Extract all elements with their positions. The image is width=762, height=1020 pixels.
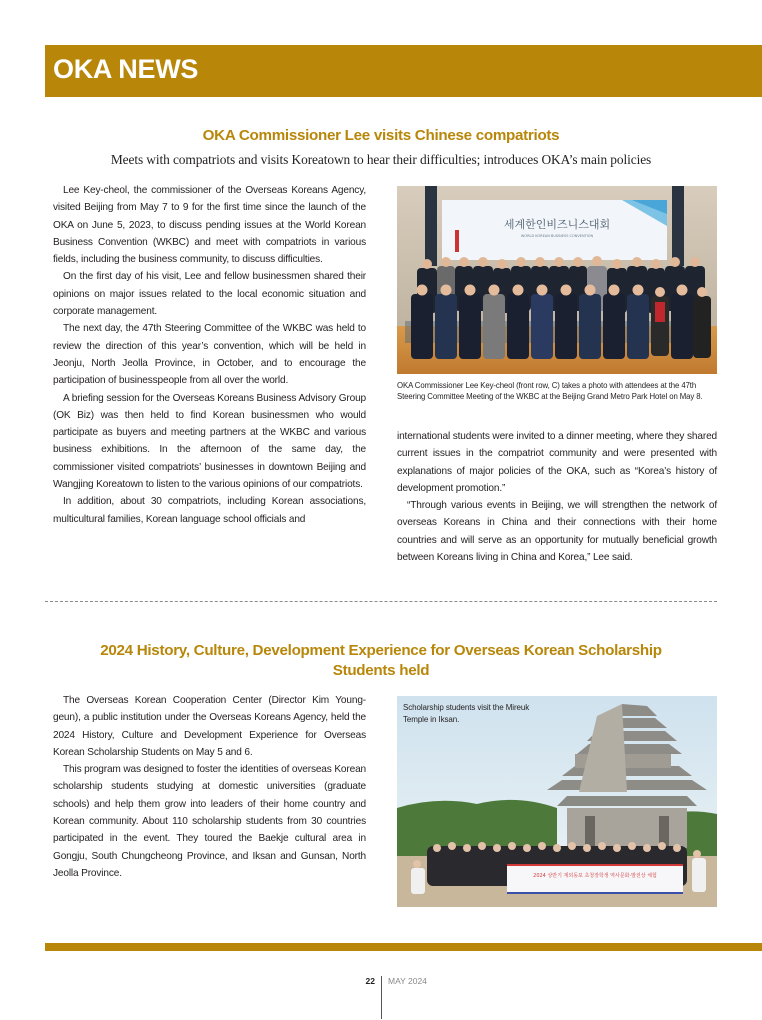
article1-subtitle: Meets with compatriots and visits Koreatown to hear their difficulties; introduces OKA’s main policies xyxy=(110,152,652,167)
article1-left-column xyxy=(53,182,366,528)
paragraph: The Overseas Korean Cooperation Center (Director Kim Young-geun), a public institution under the Overseas Koreans Agency, held the 2024 History, Culture and Development Experience for Overseas Korean Scholarship Students on May 5 and 6. xyxy=(53,695,366,758)
footer-divider xyxy=(381,976,382,1019)
issue-date: MAY 2024 xyxy=(388,976,427,986)
paragraph: In addition, about 30 compatriots, including Korean associations, multicultural families, Korean language school officials and xyxy=(53,496,366,525)
article2-title-line2: Students held xyxy=(332,662,430,679)
article1-title: OKA Commissioner Lee visits Chinese compatriots xyxy=(202,127,560,144)
svg-text:세계한인비즈니스대회: 세계한인비즈니스대회 xyxy=(503,218,611,231)
convention-photo-caption: OKA Commissioner Lee Key-cheol (front row, C) takes a photo with attendees at the 47th Steering Committee Meeting of the WKBC at the Beijing Grand Metro Park Hotel on May 8. xyxy=(397,381,703,402)
svg-text:2024 상반기 재외동포 초청장학생 역사문화·발전상 체: 2024 상반기 재외동포 초청장학생 역사문화·발전상 체험 xyxy=(533,873,657,879)
group-photo-illustration xyxy=(397,186,717,374)
temple-photo-caption: Scholarship students visit the Mireuk Temple in Iksan. xyxy=(403,703,530,724)
temple-photo-illustration xyxy=(397,696,717,907)
section-header-bar xyxy=(45,45,762,97)
section-title: OKA NEWS xyxy=(53,54,199,84)
svg-text:WORLD KOREAN BUSINESS CONVENTI: WORLD KOREAN BUSINESS CONVENTION xyxy=(520,234,594,238)
paragraph: international students were invited to a dinner meeting, where they shared current issues in the compatriot community and were presented with explanations of major policies of the OKA, such as “Korea’s history of development promotion.” xyxy=(397,431,717,494)
paragraph: On the first day of his visit, Lee and fellow businessmen shared their opinions on major issues related to the local economic situation and corporate management. xyxy=(53,271,366,318)
paragraph: A briefing session for the Overseas Koreans Business Advisory Group (OK Biz) was then held to find Korean businessmen who would participate as buyers and meeting partners at the WKBC and various business exhibitions. In the afternoon of the same day, the commissioner visited compatriots’ businesses in downtown Beijing and Wangjing Koreatown to listen to the various opinions of our compatriots. xyxy=(53,392,366,491)
paragraph: The next day, the 47th Steering Committee of the WKBC was held to review the direction of this year’s convention, which will be held in Jeonju, North Jeolla Province, in October, and to encourage the participation of businesspeople from all over the world. xyxy=(53,323,366,387)
footer-bar xyxy=(45,943,762,951)
paragraph: Lee Key-cheol, the commissioner of the Overseas Koreans Agency, visited Beijing from May 7 to 9 for the first time since the launch of the OKA on June 5, 2023, to discuss pending issues at the World Korean Business Convention (WKBC) and meet with compatriots in various fields, including the business community, to discuss difficulties. xyxy=(53,185,366,266)
article2-left-column xyxy=(53,692,366,882)
paragraph: “Through various events in Beijing, we will strengthen the network of overseas Koreans in China and their connections with their home countries and will serve as an opportunity for mutually beneficial growth between Koreans living in China and Korea,” Lee said. xyxy=(397,500,717,564)
paragraph: This program was designed to foster the identities of overseas Korean scholarship students studying at domestic universities (graduate schools) and help them grow into leaders of their home country and Korean community. About 110 scholarship students from 30 countries participated in the event. They toured the Baekje cultural area in Gongju, South Chungcheong Province, and Iksan and Gunsan, North Jeolla Province. xyxy=(53,764,366,879)
article1-right-column xyxy=(397,428,717,566)
article2-title xyxy=(45,641,717,681)
article2-title-line1: 2024 History, Culture, Development Experience for Overseas Korean Scholarship xyxy=(100,642,662,659)
article-divider xyxy=(45,601,717,602)
mireuk-temple-photo xyxy=(397,696,717,907)
convention-group-photo xyxy=(397,186,717,374)
page-number: 22 xyxy=(365,976,375,986)
